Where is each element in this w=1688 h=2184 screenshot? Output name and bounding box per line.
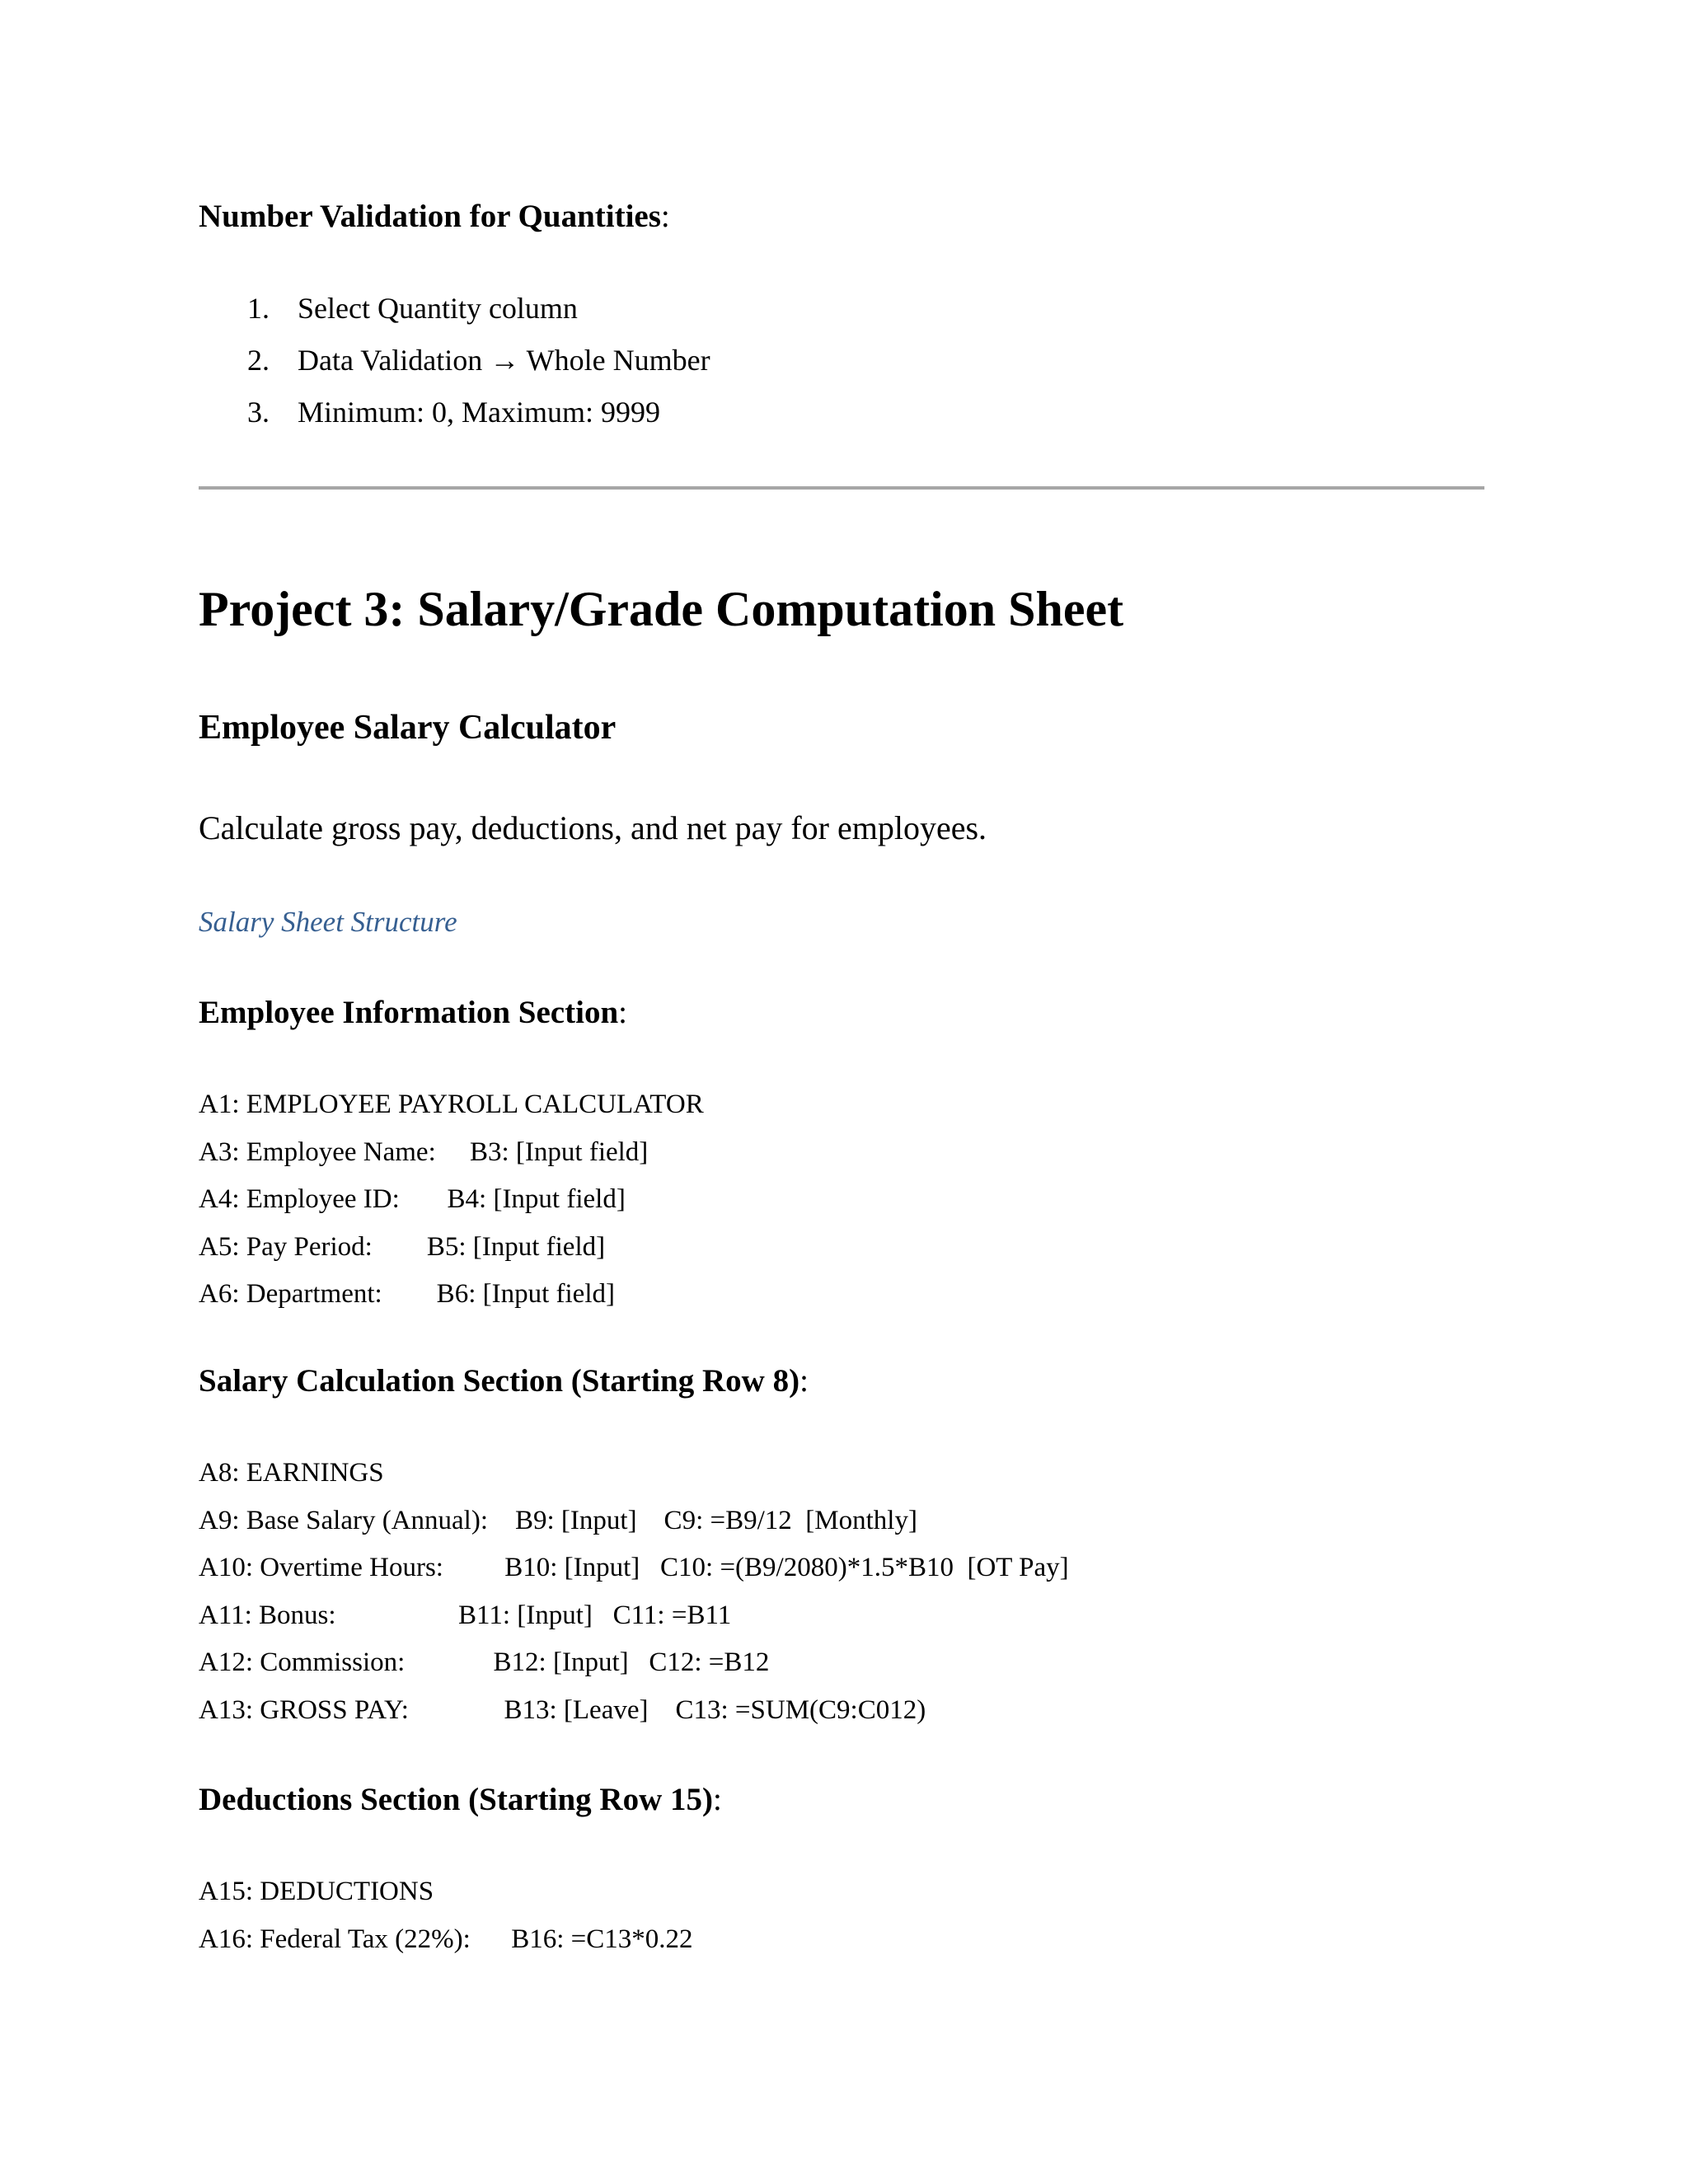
project-title: Project 3: Salary/Grade Computation Sheet [199, 582, 1124, 636]
list-number: 1. [247, 292, 270, 325]
list-text: Minimum: 0, Maximum: 9999 [298, 396, 661, 429]
project-description: Calculate gross pay, deductions, and net pay for employees. [199, 809, 987, 846]
deductions-heading-text: Deductions Section (Starting Row 15) [199, 1782, 713, 1817]
horizontal-divider [199, 486, 1484, 490]
cell-line: A5: Pay Period: B5: [Input field] [199, 1231, 606, 1262]
cell-line: A8: EARNINGS [199, 1458, 384, 1488]
deductions-heading-colon: : [712, 1782, 722, 1817]
salary-calc-heading [199, 1365, 809, 1397]
salary-calc-heading-text: Salary Calculation Section (Starting Row 8) [199, 1363, 800, 1399]
cell-line: A16: Federal Tax (22%): B16: =C13*0.22 [199, 1924, 693, 1954]
cell-line: A10: Overtime Hours: B10: [Input] C10: =(B9/2080)*1.5*B10 [OT Pay] [199, 1553, 1069, 1582]
cell-line: A9: Base Salary (Annual): B9: [Input] C9: =B9/12 [Monthly] [199, 1505, 917, 1535]
list-text: Select Quantity column [298, 292, 578, 325]
cell-line: A6: Department: B6: [Input field] [199, 1279, 615, 1309]
cell-line: A12: Commission: B12: [Input] C12: =B12 [199, 1647, 770, 1677]
salary-calc-heading-colon: : [799, 1363, 809, 1399]
employee-info-heading-colon: : [618, 995, 627, 1030]
employee-info-heading-text: Employee Information Section [199, 995, 619, 1030]
validation-heading-colon: : [660, 199, 670, 234]
cell-line: A1: EMPLOYEE PAYROLL CALCULATOR [199, 1090, 704, 1119]
cell-line: A13: GROSS PAY: B13: [Leave] C13: =SUM(C9:C012) [199, 1694, 926, 1725]
cell-line: A15: DEDUCTIONS [199, 1877, 434, 1906]
cell-line: A11: Bonus: B11: [Input] C11: =B11 [199, 1600, 732, 1630]
salary-calc-block [199, 1460, 1069, 1744]
project-subtitle: Employee Salary Calculator [199, 709, 617, 747]
validation-heading [199, 200, 670, 232]
list-number: 2. [247, 344, 270, 377]
employee-info-heading [199, 996, 627, 1029]
deductions-heading [199, 1783, 722, 1816]
structure-subheading: Salary Sheet Structure [199, 906, 457, 938]
validation-heading-text: Number Validation for Quantities [199, 199, 661, 234]
cell-line: A4: Employee ID: B4: [Input field] [199, 1184, 626, 1214]
list-text: Data Validation → Whole Number [298, 344, 710, 377]
list-number: 3. [247, 396, 270, 429]
cell-line: A3: Employee Name: B3: [Input field] [199, 1137, 649, 1167]
employee-info-block [199, 1091, 704, 1329]
deductions-block [199, 1878, 693, 1973]
